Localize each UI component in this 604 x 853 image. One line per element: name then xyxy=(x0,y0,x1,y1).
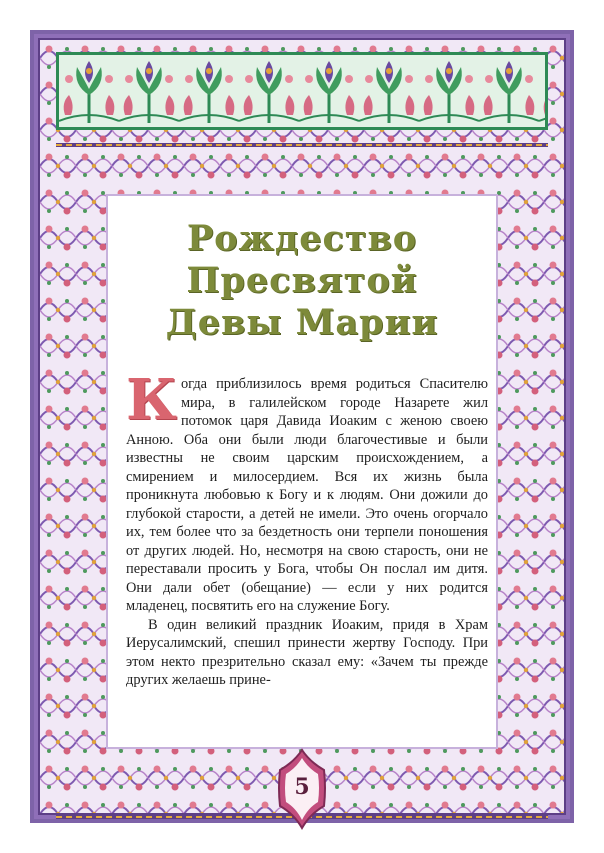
floral-band-ornament xyxy=(59,55,545,127)
paragraph: В один великий праздник Иоаким, придя в Храм Иерусалимский, спешил принести жертву Господу. При этом некто презрительно сказал ему: «Зачем ты прежде других желаешь прине- xyxy=(126,616,488,688)
chapter-title xyxy=(108,218,496,344)
gold-rope-top xyxy=(56,44,548,48)
page-number: 5 xyxy=(294,774,310,800)
paragraph-text: огда приблизилось время родиться Спасителю мира, в галилейском городе Назарете жил потомок царя Давида Иоаким с женою своею Анною. Оба они были люди благочестивые и были известны не своим царским происхождением, а смирением и милосердием. Вся их жизнь была проникнута любовью к Богу и к людям. Они дожили до глубокой старости, а детей не имели. Это очень огорчало их, тем более что за бездетность они терпели поношения от других людей. Но, несмотря на свою старость, они не переставали просить у Бога, чтобы Он послал им дитя. Они дали обет (обещание) — если у них родится младенец, посвятить его на служение Богу. xyxy=(126,376,488,614)
drop-cap: К xyxy=(126,367,177,433)
title-line-2: Пресвятой xyxy=(186,260,418,301)
title-line-3: Девы Марии xyxy=(165,302,439,343)
gold-rope-below-band xyxy=(56,134,548,138)
body-text xyxy=(126,367,488,690)
title-line-1: Рождество xyxy=(186,218,418,259)
floral-header-band xyxy=(56,52,548,130)
paragraph xyxy=(126,367,488,616)
